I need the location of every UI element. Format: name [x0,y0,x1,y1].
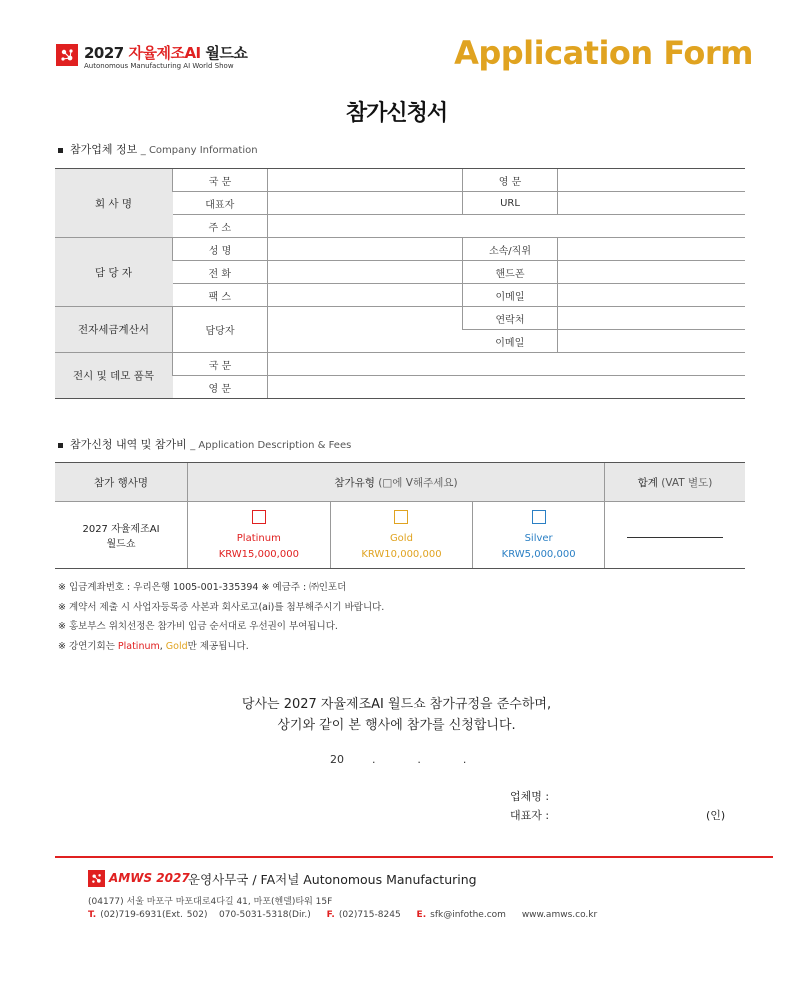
logo-subtitle: Autonomous Manufacturing AI World Show [84,62,234,70]
footer-address: (04177) 서울 마포구 마포대로4다길 41, 마포(헨델)타워 15F [88,897,333,907]
label-company-name: 회 사 명 [55,169,173,238]
exhibit-korean-field[interactable] [268,353,746,376]
bullet-icon [58,443,63,448]
bullet-icon [58,148,63,153]
logo-title: 2027 자율제조AI 월드쇼 [84,44,248,62]
package-gold: Gold KRW10,000,000 [330,502,473,569]
company-sign-label: 업체명 : [510,790,550,803]
manager-email-field[interactable] [558,284,746,307]
section-title-application: 참가신청 내역 및 참가비 _ Application Description & Fees [58,436,351,452]
col-type: 참가유형 (□에 V해주세요) [188,463,605,502]
logo-icon [56,44,78,66]
footer-web-link[interactable]: www.amws.co.kr [521,910,598,920]
manager-position-field[interactable] [558,238,746,261]
company-info-table: 회 사 명 국 문 영 문 대표자 URL 주 소 담 당 자 성 명 소속/직위 전 화 핸드폰 팩 스 이메일 전자세금계산서 담당자 연락처 이메일 전시 및 데모 품목 국 문 영 문 [55,168,745,399]
seal-label: (인) [706,809,726,822]
package-platinum: Platinum KRW15,000,000 [188,502,331,569]
declaration: 당사는 2027 자율제조AI 월드쇼 참가규정을 준수하며, 상기와 같이 본 행사에 참가를 신청합니다. [241,697,552,733]
manager-fax-field[interactable] [268,284,463,307]
footer-org: 운영사무국 / FA저널 Autonomous Manufacturing [188,872,477,887]
address-field[interactable] [268,215,746,238]
manager-phone-field[interactable] [268,261,463,284]
tax-email-field[interactable] [558,330,746,353]
ceo-field[interactable] [268,192,463,215]
ceo-sign-label: 대표자 : [510,809,550,822]
col-event: 참가 행사명 [55,463,188,502]
gold-checkbox[interactable] [394,510,408,524]
event-name: 2027 자율제조AI 월드쇼 [55,502,188,569]
tax-manager-field[interactable] [268,307,463,353]
application-table [55,462,745,569]
tax-contact-field[interactable] [558,307,746,330]
form-label: Application Form [454,34,753,72]
manager-name-field[interactable] [268,238,463,261]
date-field[interactable]: 20 . . . [330,753,467,766]
url-field[interactable] [558,192,746,215]
silver-checkbox[interactable] [532,510,546,524]
manager-mobile-field[interactable] [558,261,746,284]
notes: ※ 입금계좌번호 : 우리은행 1005-001-335394 ※ 예금주 : ㈜인포더 ※ 계약서 제출 시 사업자등록증 사본과 회사로고(ai)를 첨부해주시기 바랍니다. ※ 홍보부스 위치선정은 참가비 입금 순서대로 우선권이 부여됩니다. ※ 강연기회는 Platinum, Gold만 제공됩니다. [58,582,385,652]
footer-email-link[interactable]: sfk@infothe.com [430,910,506,920]
package-silver: Silver KRW5,000,000 [473,502,605,569]
label-manager: 담 당 자 [55,238,173,307]
footer-divider [55,856,773,858]
page-title: 참가신청서 [345,101,448,126]
exhibit-english-field[interactable] [268,376,746,399]
total-line [627,537,723,538]
col-total: 합계 (VAT 별도) [605,463,746,502]
section-title-company: 참가업체 정보 _ Company Information [58,141,258,157]
footer-contact: T. (02)719-6931(Ext. 502) 070-5031-5318(Dir.) F. (02)715-8245 E. sfk@infothe.com www.amws.co.kr [88,910,598,920]
footer-logo-icon [88,870,105,887]
label-exhibit-items: 전시 및 데모 품목 [55,353,173,399]
footer-brand: AMWS 2027 [109,871,190,885]
label-tax-invoice: 전자세금계산서 [55,307,173,353]
company-name-korean-field[interactable] [268,169,463,192]
total-field[interactable] [605,502,746,569]
company-name-english-field[interactable] [558,169,746,192]
platinum-checkbox[interactable] [252,510,266,524]
